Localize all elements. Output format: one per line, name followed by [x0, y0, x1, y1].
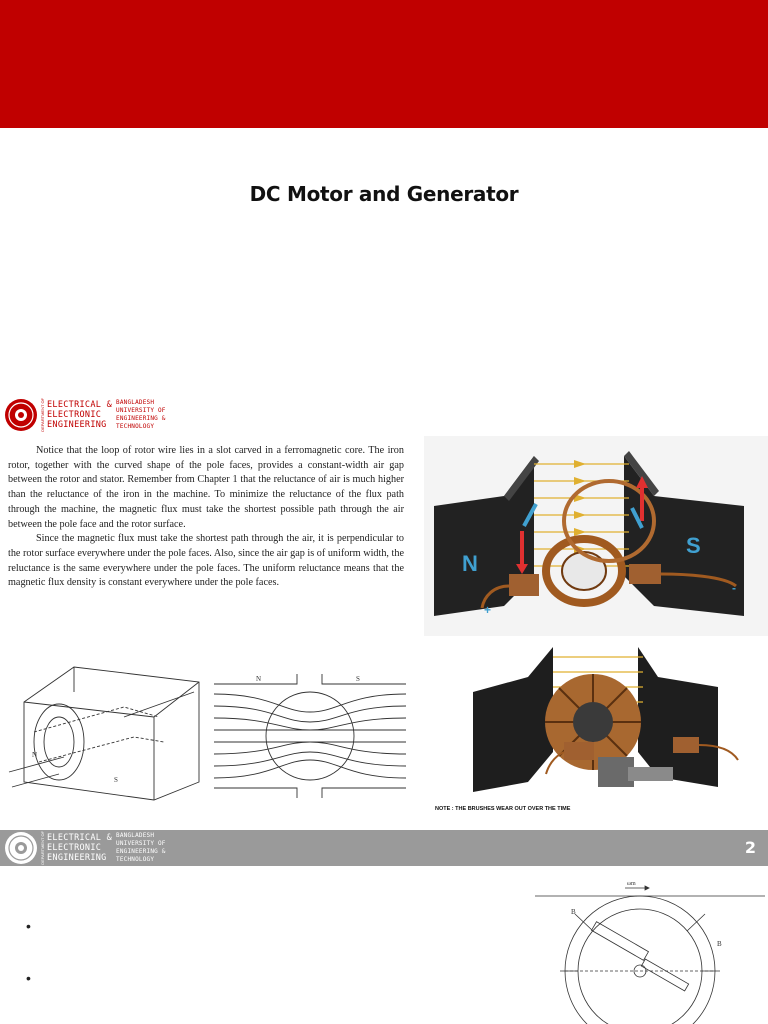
logo-university: BANGLADESH UNIVERSITY OF ENGINEERING & TECHNOLOGY [116, 832, 166, 863]
south-pole-label: S [686, 533, 701, 558]
paragraph-2: Since the magnetic flux must take the shortest path through the air, it is perpendicular to the rotor surface everywhere under the pole faces. Also, since the air gap is of uniform width, the reluctance is the same everywhere under the pole faces. The uniform reluctance means that the magnetic flux density is constant everywhere under the pole faces. [8, 533, 404, 589]
b-label-right: B [717, 940, 722, 948]
dc-motor-commutator-illustration [468, 642, 758, 804]
footer-bar [0, 830, 768, 866]
b-label-left: B [571, 908, 576, 916]
bullet-point: • [26, 918, 31, 934]
omega-label: ωm [627, 881, 636, 887]
brushes-note: NOTE : THE BRUSHES WEAR OUT OVER THE TIME [435, 806, 571, 812]
title-banner [0, 0, 768, 128]
bullet-point: • [26, 970, 31, 986]
sketch-n-label: N [32, 751, 38, 759]
logo-vertical-text: DEPARTMENT OF [40, 398, 45, 432]
paragraph-1: Notice that the loop of rotor wire lies in a slot carved in a ferromagnetic core. The iron rotor, together with the curved shape of the pole faces, provides a constant-width air gap between the rotor and stator. Remember from Chapter 1 that the reluctance of air is much higher than the reluctance of the iron in the machine. To minimize the reluctance of the flux path through the machine, the magnetic flux must take the shortest possible path through the air between the pole face and the rotor surface. [8, 445, 404, 530]
logo-department: ELECTRICAL & ELECTRONIC ENGINEERING [47, 400, 113, 430]
page-number: 2 [744, 838, 756, 857]
plus-label: + [484, 603, 492, 617]
logo-university: BANGLADESH UNIVERSITY OF ENGINEERING & TECHNOLOGY [116, 399, 166, 430]
logo-vertical-text: DEPARTMENT OF [40, 831, 45, 865]
flux-n-label: N [256, 675, 262, 683]
department-logo [4, 398, 166, 432]
university-seal-icon [4, 398, 38, 432]
minus-label: - [732, 581, 736, 595]
slide-title: DC Motor and Generator [249, 182, 519, 206]
north-pole-label: N [462, 551, 478, 576]
logo-department: ELECTRICAL & ELECTRONIC ENGINEERING [47, 833, 113, 863]
university-seal-icon [4, 831, 38, 865]
dc-motor-illustration [424, 436, 768, 636]
footer-logo [4, 831, 166, 865]
sketch-s-label: S [114, 776, 118, 784]
textbook-excerpt [8, 444, 404, 591]
rotor-cross-section-diagram [535, 876, 765, 1024]
rotor-sketch [4, 662, 204, 804]
flux-s-label: S [356, 675, 360, 683]
flux-diagram [212, 672, 408, 800]
